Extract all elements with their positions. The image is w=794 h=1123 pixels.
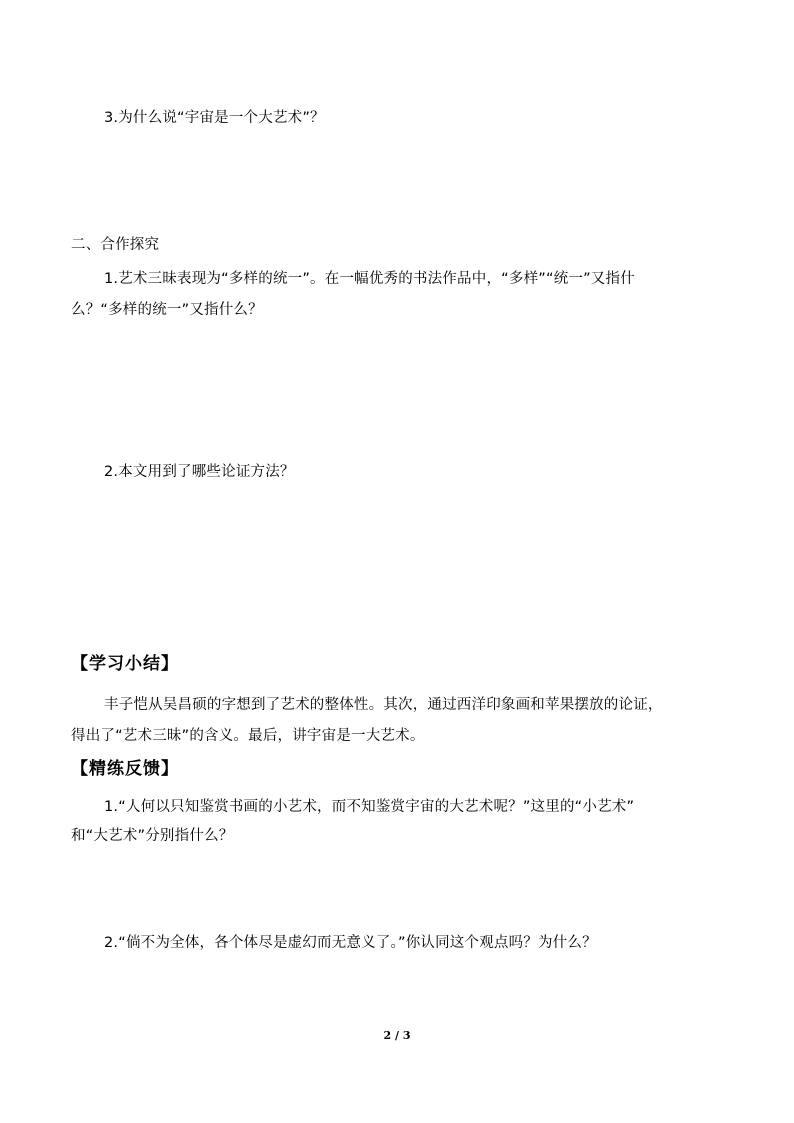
page-number: 2 / 3: [383, 1029, 411, 1042]
practice-question-1-line-2: 和“大艺术”分别指什么？: [71, 828, 234, 844]
practice-question-2: 2.“倘不为全体，各个体尽是虚幻而无意义了。”你认同这个观点吗？为什么？: [104, 935, 597, 951]
summary-heading: 【学习小结】: [71, 654, 179, 674]
practice-heading: 【精练反馈】: [71, 759, 179, 779]
cooperative-question-1-line-1: 1.艺术三昧表现为“多样的统一”。在一幅优秀的书法作品中，“多样”“统一”又指什: [104, 271, 635, 287]
question-3: 3.为什么说“宇宙是一个大艺术”？: [104, 110, 325, 126]
section-title-cooperative-inquiry: 二、合作探究: [71, 237, 160, 253]
practice-question-1-line-1: 1.“人何以只知鉴赏书画的小艺术，而不知鉴赏宇宙的大艺术呢？”这里的“小艺术”: [104, 799, 635, 815]
cooperative-question-1-line-2: 么？“多样的统一”又指什么？: [71, 302, 263, 318]
summary-line-2: 得出了“艺术三昧”的含义。最后，讲宇宙是一大艺术。: [71, 728, 425, 744]
summary-line-1: 丰子恺从吴昌硕的字想到了艺术的整体性。其次，通过西洋印象画和苹果摆放的论证，: [104, 697, 663, 713]
cooperative-question-2: 2.本文用到了哪些论证方法？: [104, 464, 295, 480]
